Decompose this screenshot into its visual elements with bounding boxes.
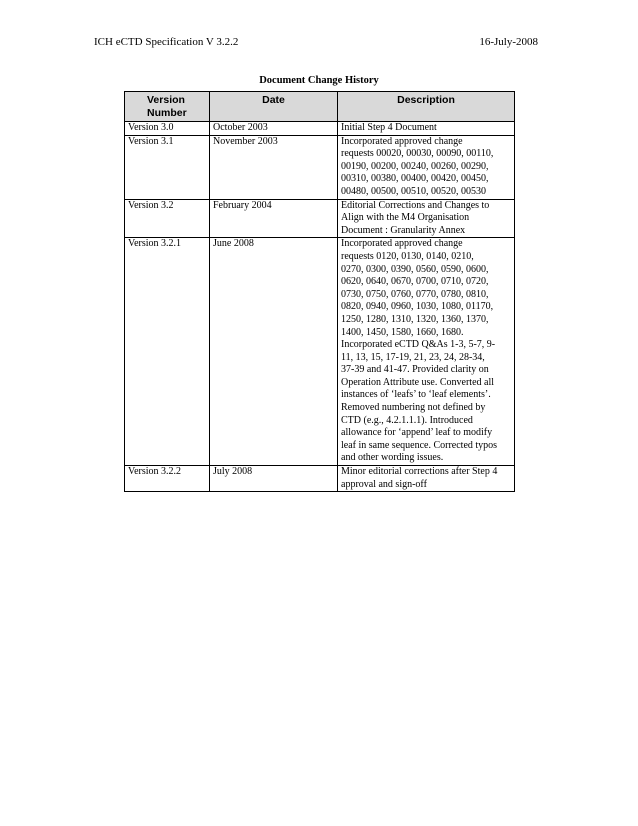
header-document-name: ICH eCTD Specification V 3.2.2 (94, 36, 239, 48)
description-cell: Editorial Corrections and Changes to Align with the M4 Organisation Document : Granularity Annex (338, 199, 515, 238)
version-cell: Version 3.2.1 (125, 238, 210, 466)
version-cell: Version 3.0 (125, 122, 210, 136)
header-date: 16-July-2008 (479, 36, 538, 48)
change-history-table (124, 91, 515, 492)
description-cell: Initial Step 4 Document (338, 122, 515, 136)
date-cell: July 2008 (210, 466, 338, 492)
date-cell: November 2003 (210, 135, 338, 199)
table-row (125, 199, 515, 238)
page-header (94, 36, 538, 52)
version-cell: Version 3.2 (125, 199, 210, 238)
table-row (125, 135, 515, 199)
table-header-row (125, 92, 515, 122)
version-cell: Version 3.1 (125, 135, 210, 199)
version-cell: Version 3.2.2 (125, 466, 210, 492)
page-title: Document Change History (259, 75, 379, 86)
table-row (125, 466, 515, 492)
date-cell: February 2004 (210, 199, 338, 238)
description-cell: Incorporated approved change requests 0120, 0130, 0140, 0210, 0270, 0300, 0390, 0560, 0590, 0600, 0620, 0640, 0670, 0700, 0710, 0720, 0730, 0750, 0760, 0770, 0780, 0810, 0820, 0940, 0960, 1030, 1080, 01170, 1250, 1280, 1310, 1320, 1360, 1370, 1400, 1450, 1580, 1660, 1680. Incorporated eCTD Q&As 1-3, 5-7, 9- 11, 13, 15, 17-19, 21, 23, 24, 28-34, 37-39 and 41-47. Provided clarity on Operation Attribute use. Converted all instances of ‘leafs’ to ‘leaf elements’. Removed numbering not defined by CTD (e.g., 4.2.1.1.1). Introduced allowance for ‘append’ leaf to modify leaf in same sequence. Corrected typos and other wording issues. (338, 238, 515, 466)
table-row (125, 122, 515, 136)
description-cell: Minor editorial corrections after Step 4 approval and sign-off (338, 466, 515, 492)
table-row (125, 238, 515, 466)
column-header-description: Description (338, 92, 515, 122)
column-header-date: Date (210, 92, 338, 122)
date-cell: October 2003 (210, 122, 338, 136)
date-cell: June 2008 (210, 238, 338, 466)
description-cell: Incorporated approved change requests 00020, 00030, 00090, 00110, 00190, 00200, 00240, 00260, 00290, 00310, 00380, 00400, 00420, 00450, 00480, 00500, 00510, 00520, 00530 (338, 135, 515, 199)
column-header-version: Version Number (125, 92, 210, 122)
